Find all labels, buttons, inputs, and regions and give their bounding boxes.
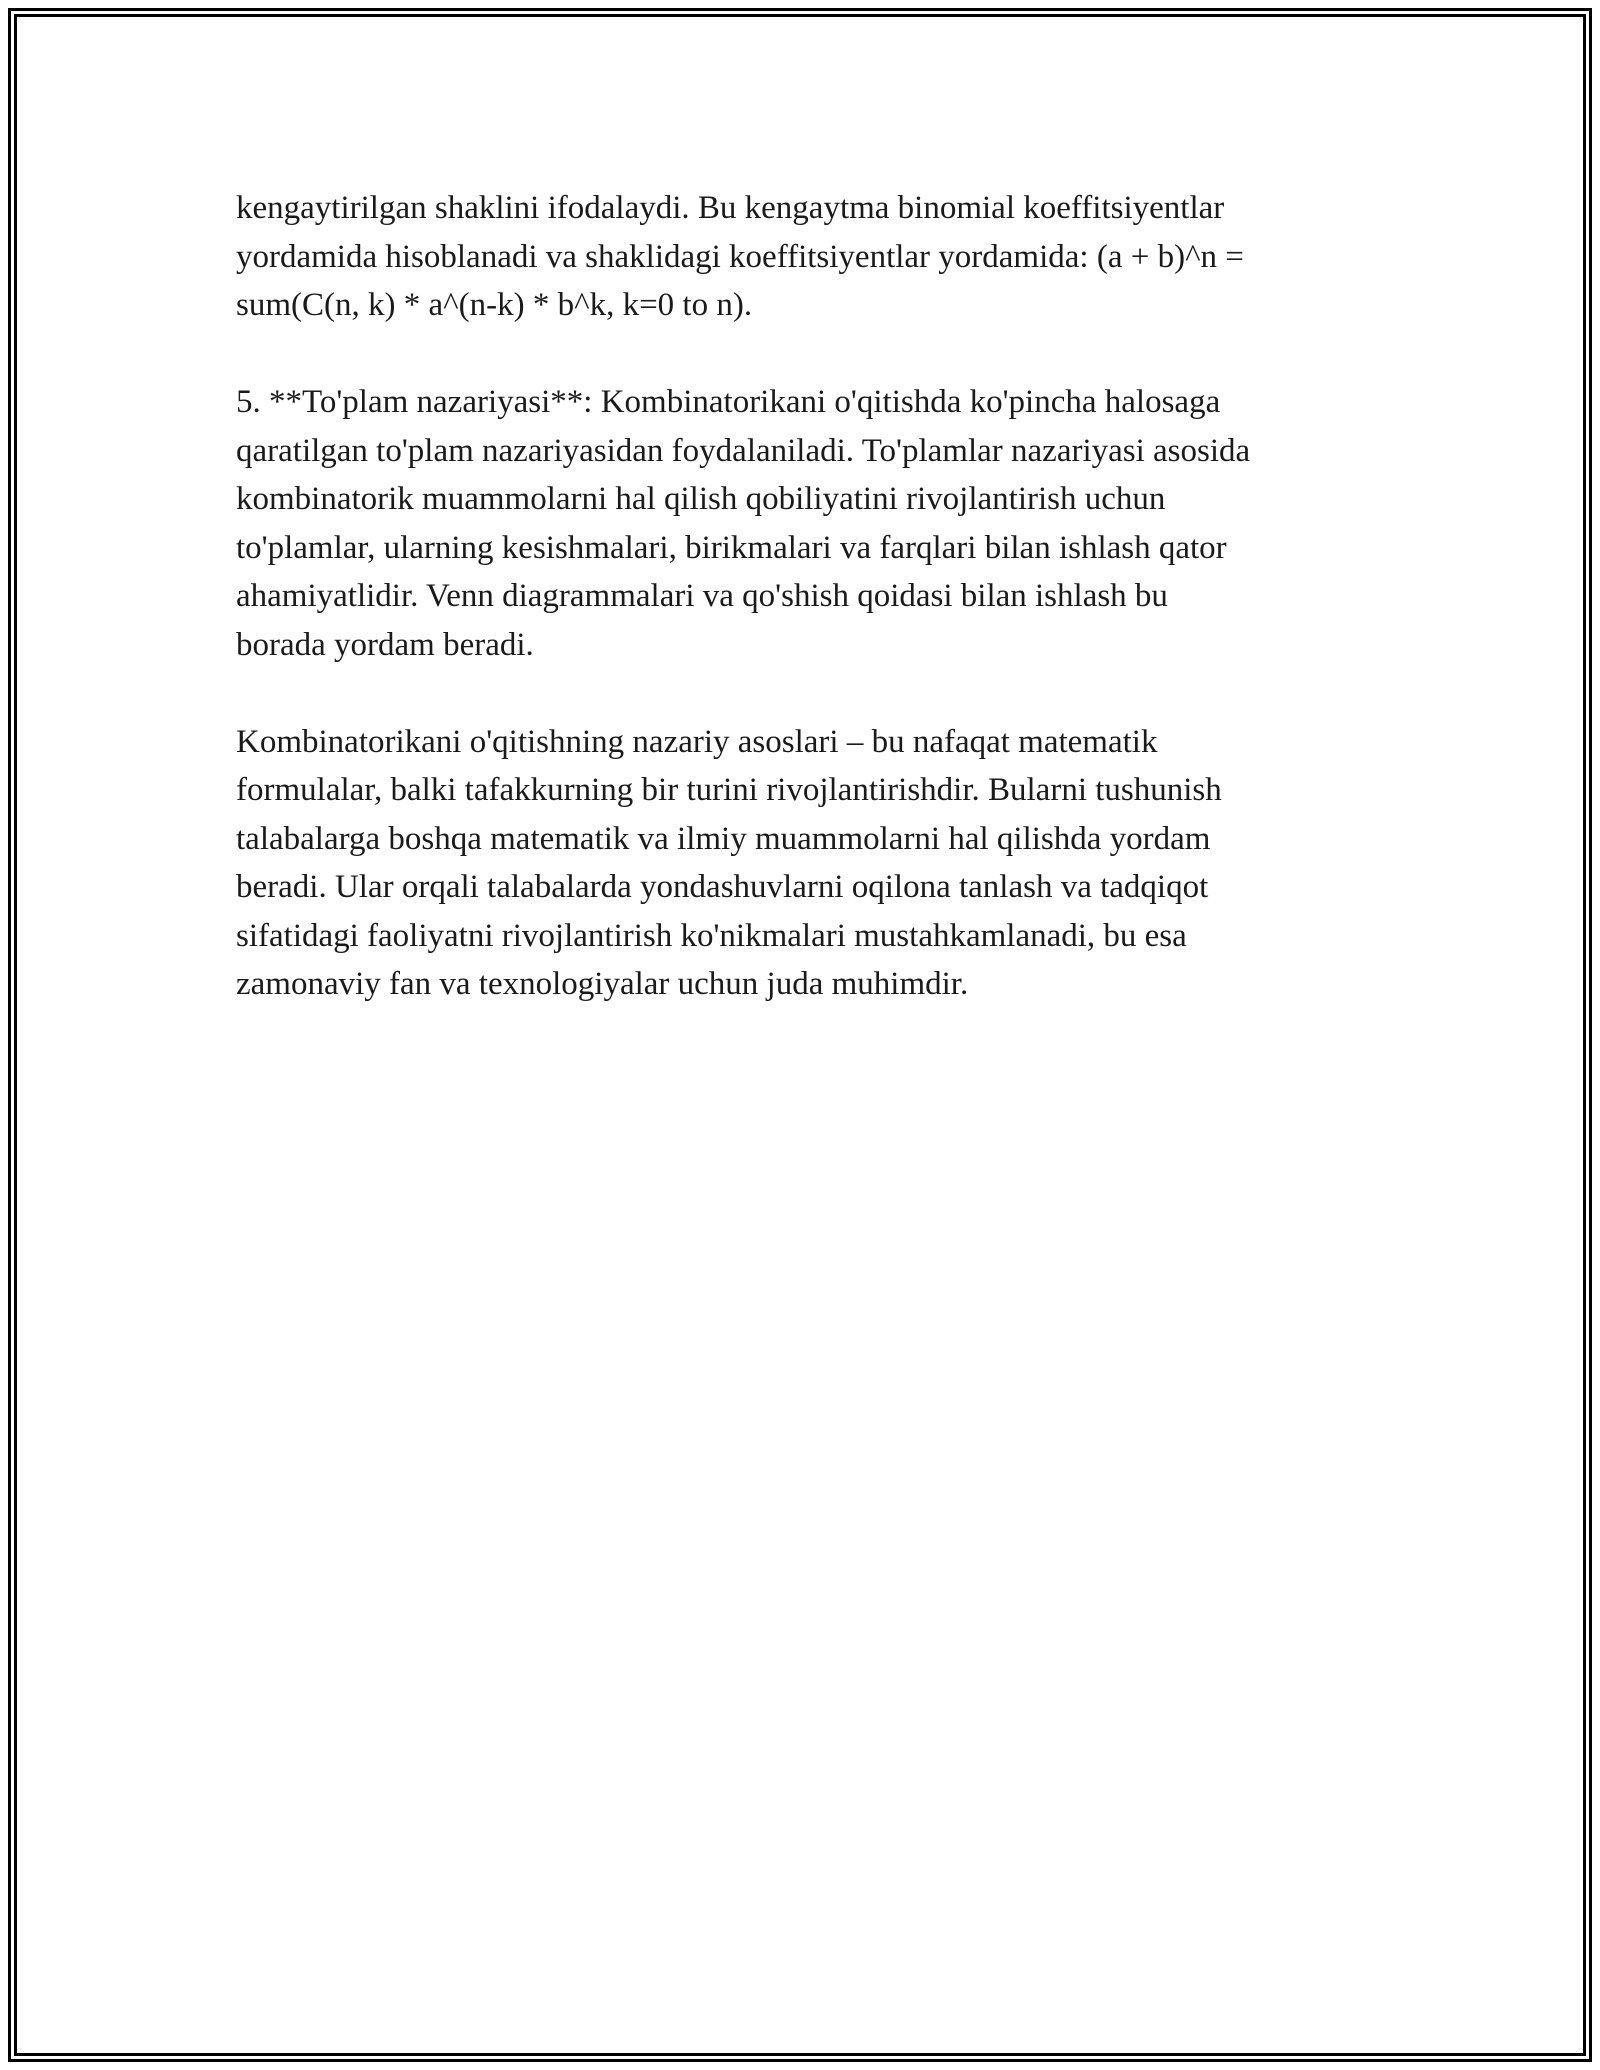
text-line: 5. **To'plam nazariyasi**: Kombinatorikani o'qitishda ko'pincha halosaga xyxy=(236,384,1221,420)
text-line: yordamida hisoblanadi va shaklidagi koeffitsiyentlar yordamida: (a + b)^n = xyxy=(236,238,1244,275)
document-body xyxy=(236,184,1376,1057)
paragraph-conclusion xyxy=(236,718,1376,1009)
text-line: Kombinatorikani o'qitishning nazariy asoslari – bu nafaqat matematik xyxy=(236,723,1158,760)
paragraph-binomial-expansion xyxy=(236,184,1376,330)
text-line: kombinatorik muammolarni hal qilish qobiliyatini rivojlantirish uchun xyxy=(236,481,1166,517)
text-line: ahamiyatlidir. Venn diagrammalari va qo'shish qoidasi bilan ishlash bu xyxy=(236,578,1168,614)
text-line: sifatidagi faoliyatni rivojlantirish ko'nikmalari mustahkamlanadi, bu esa xyxy=(236,917,1187,954)
text-line: borada yordam beradi. xyxy=(236,626,534,663)
text-line: sum(C(n, k) * a^(n-k) * b^k, k=0 to n). xyxy=(236,287,753,323)
text-line: formulalar, balki tafakkurning bir turini rivojlantirishdir. Bularni tushunish xyxy=(236,772,1222,808)
text-line: talabalarga boshqa matematik va ilmiy muammolarni hal qilishda yordam xyxy=(236,820,1211,857)
text-line: qaratilgan to'plam nazariyasidan foydalaniladi. To'plamlar nazariyasi asosida xyxy=(236,432,1251,469)
text-line: kengaytirilgan shaklini ifodalaydi. Bu kengaytma binomial koeffitsiyentlar xyxy=(236,190,1225,226)
paragraph-set-theory xyxy=(236,378,1376,669)
text-line: zamonaviy fan va texnologiyalar uchun juda muhimdir. xyxy=(236,966,969,1002)
text-line: to'plamlar, ularning kesishmalari, birikmalari va farqlari bilan ishlash qator xyxy=(236,529,1227,566)
text-line: beradi. Ular orqali talabalarda yondashuvlarni oqilona tanlash va tadqiqot xyxy=(236,869,1209,905)
